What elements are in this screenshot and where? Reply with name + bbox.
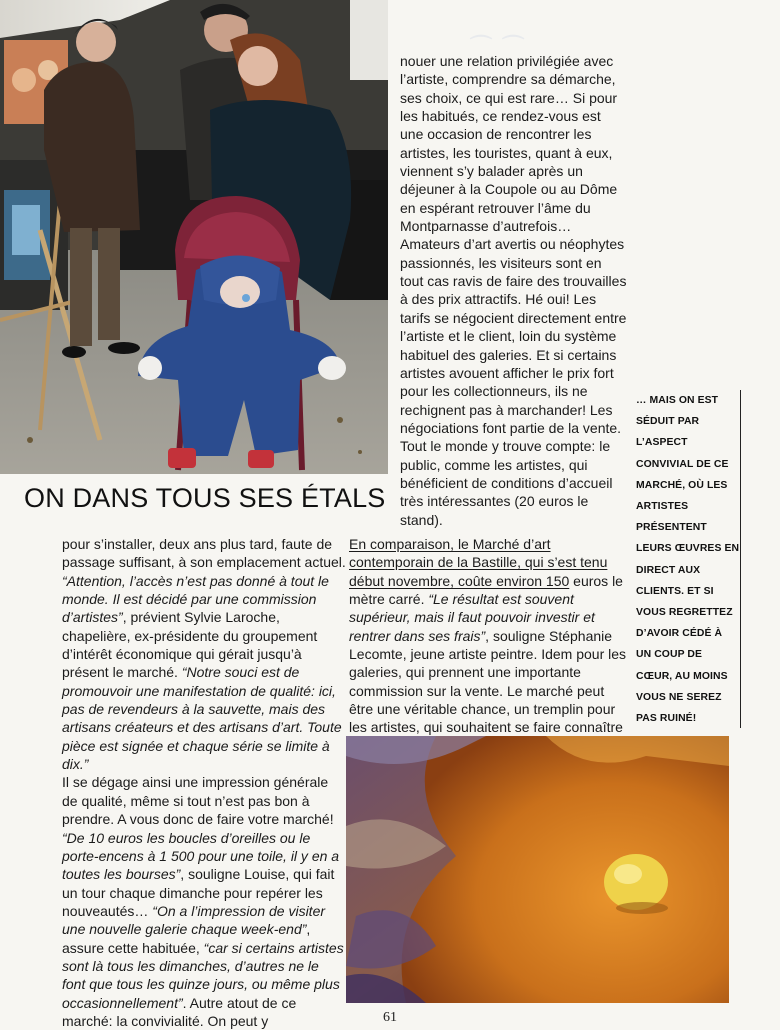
article-headline: ON DANS TOUS SES ÉTALS bbox=[24, 483, 394, 519]
text-run: , souligne Stéphanie Lecomte, jeune artiste peintre. Idem pour les galeries, qui prennent une importante commission sur la vente. Le marché peut être une véritable chance, un tremplin pour les artistes, qui souhaitent se faire connaître bbox=[349, 628, 626, 754]
pull-quote bbox=[636, 390, 741, 728]
text-column-left bbox=[62, 535, 346, 1030]
paragraph-visitors: nouer une relation privilégiée avec l’artiste, comprendre sa démarche, ses choix, ce qui est rare… Si pour les habitués, ce rendez-vous est une occasion de rencontrer les artistes, les touristes, quant à eux, viennent s’y balader après un déjeuner à la Coupole ou au Dôme en espérant retrouver l’âme du Montparnasse d’autrefois… Amateurs d’art avertis ou néophytes passionnés, les visiteurs sont en tout cas ravis de faire des trouvailles à des prix attractifs. Hé oui! Les tarifs se négocient directement entre l’artiste et le client, loin du système habituel des galeries. Et si certains artistes avouent afficher le prix fort pour les collectionneurs, ils ne rechignent pas à marchander! Les négociations font partie de la vente. bbox=[400, 52, 628, 437]
paragraph-everyone-benefits: Tout le monde y trouve compte: le public, comme les artistes, qui bénéficient de conditions d’accueil très intéressantes (20 euros le stand). bbox=[400, 437, 628, 529]
quote-run: “Attention, l’accès n’est pas donné à tout le monde. Il est décidé par une commission d’artistes” bbox=[62, 573, 329, 626]
text-column-middle-continued bbox=[349, 535, 631, 755]
quote-run: “On a l’impression de visiter une nouvelle galerie chaque week-end” bbox=[62, 903, 325, 937]
quote-run: “De 10 euros les boucles d’oreilles ou le porte-encens à 1 500 pour une toile, il y en a toutes les bourses” bbox=[62, 830, 339, 883]
quote-run: “Notre souci est de promouvoir une manifestation de qualité: ici, pas de revendeurs à la sauvette, mais des artisans créateurs et des artisans d’art. Toute pièce est signée et chaque série se limite à dix.” bbox=[62, 664, 342, 772]
text-column-middle bbox=[400, 52, 628, 529]
text-run: , assure cette habituée, bbox=[62, 921, 310, 955]
text-run: . Autre atout de ce marché: la convivialité. On peut y bbox=[62, 995, 296, 1029]
quote-run: “Le résultat est souvent supérieur, mais il faut pouvoir investir et rentrer dans ses frais” bbox=[349, 591, 595, 644]
market-scene-illustration bbox=[0, 0, 388, 474]
paragraph-prices bbox=[62, 829, 346, 1030]
text-run: , souligne Louise, qui fait un tour chaque dimanche pour repérer les nouveautés… bbox=[62, 866, 334, 919]
page-number: 61 bbox=[0, 1010, 780, 1026]
paragraph-quality: Il se dégage ainsi une impression générale de qualité, même si tout n’est pas bon à prendre. A vous donc de faire votre marché! bbox=[62, 773, 346, 828]
palette-photo bbox=[346, 736, 729, 1003]
text-run: , prévient Sylvie Laroche, chapelière, ex-présidente du groupement d’intérêt économique qui gérait jusqu’à présent le marché. bbox=[62, 609, 317, 680]
quote-run: “car si certains artistes sont là tous les dimanches, d’autres ne le font que tous les quinze jours, ou même plus occasionnellement” bbox=[62, 940, 344, 1011]
underlined-run: En comparaison, le Marché d’art contemporain de la Bastille, qui s’est tenu début novembre, coûte environ 150 bbox=[349, 536, 607, 589]
paragraph-location bbox=[62, 535, 346, 572]
pull-quote-text: … MAIS ON EST SÉDUIT PAR L’ASPECT CONVIVIAL DE CE MARCHÉ, OÙ LES ARTISTES PRÉSENTENT LEURS ŒUVRES EN DIRECT AUX CLIENTS. ET SI VOUS REGRETTEZ D’AVOIR CÉDÉ À UN COUP DE CŒUR, AU MOINS VOUS NE SEREZ PAS RUINÉ! bbox=[636, 390, 740, 729]
text-run: pour s’installer, deux ans plus tard, faute de passage suffisant, à son emplacement actuel. bbox=[62, 536, 346, 570]
text-run: euros le mètre carré. bbox=[349, 573, 623, 607]
show-through-mark: ⌒ ⌒ bbox=[470, 30, 526, 61]
paint-palette-illustration bbox=[346, 736, 729, 1003]
market-photo bbox=[0, 0, 388, 474]
paragraph-commission bbox=[62, 572, 346, 774]
paragraph-bastille-comparison bbox=[349, 535, 631, 755]
